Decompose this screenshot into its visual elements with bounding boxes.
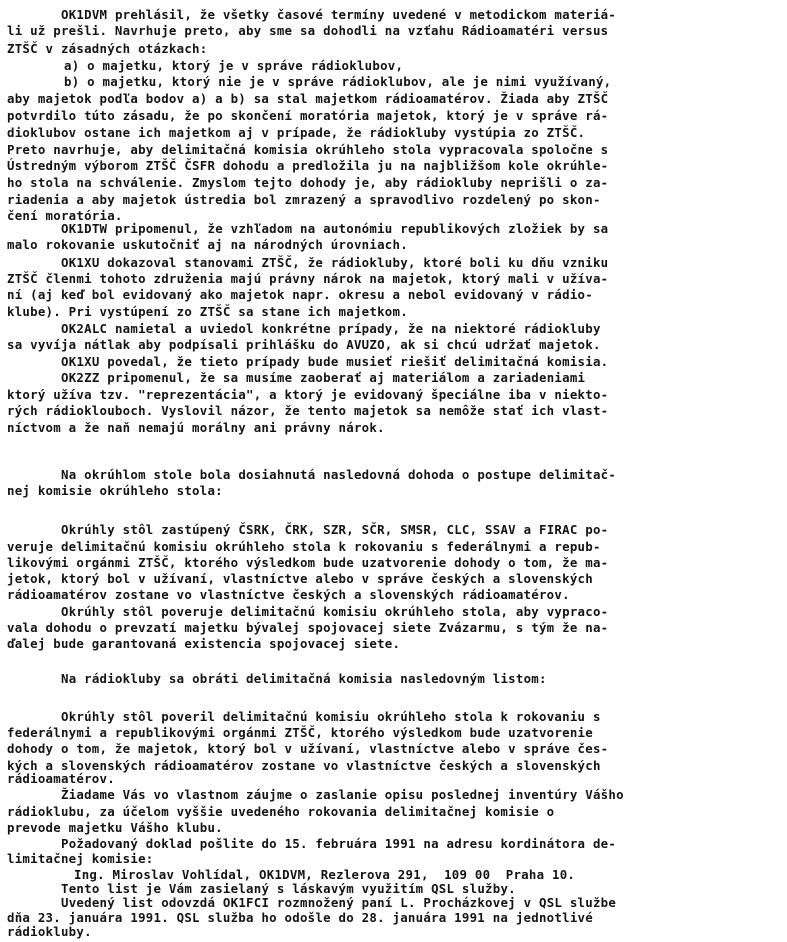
text-line: sa vyvíja nátlak aby podpísali prihlášku do AVUZO, ak si chcú udržať majetok. bbox=[7, 336, 601, 352]
text-line: klube). Pri vystúpení zo ZTŠČ sa stane ich majetkom. bbox=[7, 304, 408, 320]
text-line: OK1DTW pripomenul, že vzhľadom na autonómiu republikových zložiek by sa bbox=[61, 221, 609, 237]
text-line: federálnymi a republikovými orgánmi ZTŠČ, ktorého výsledkom bude uzatvorenie bbox=[7, 725, 593, 741]
text-line: níctvom a že naň nemajú morálny ani právny nárok. bbox=[7, 420, 385, 436]
text-line: OK2ZZ pripomenul, že sa musíme zaoberať aj materiálom a zariadeniami bbox=[61, 370, 586, 386]
text-line: kých a slovenských rádioamatérov zostane vo vlastníctve českých a slovenských bbox=[7, 757, 601, 773]
text-line: Uvedený list odovzdá OK1FCI rozmnožený paní L. Procházkovej v QSL službe bbox=[61, 895, 617, 911]
text-line: ktorý užíva tzv. "reprezentácia", a ktorý je evidovaný špeciálne iba v niekto- bbox=[7, 386, 609, 402]
text-line: Na okrúhlom stole bola dosiahnutá nasledovná dohoda o postupe delimitač- bbox=[61, 466, 617, 482]
text-line: veruje delimitačnú komisiu okrúhleho stola k rokovaniu s federálnymi a repub- bbox=[7, 538, 601, 554]
text-line: ZTŠČ v zásadných otázkach: bbox=[7, 40, 208, 56]
text-line: Ing. Miroslav Vohlídal, OK1DVM, Rezlerova 291, 109 00 Praha 10. bbox=[74, 866, 576, 882]
text-line: rádioklubu, za účelom vyššie uvedeného rokovania delimitačnej komisie o bbox=[7, 803, 555, 819]
text-line: potvrdilo túto zásadu, že po skončení moratória majetok, ktorý je v správe rá- bbox=[7, 108, 609, 124]
text-line: dohody o tom, že majetok, ktorý bol v užívaní, vlastníctve alebo v správe čes- bbox=[7, 741, 609, 757]
text-line: Na rádiokluby sa obráti delimitačná komisia nasledovným listom: bbox=[61, 670, 547, 686]
text-line: b) o majetku, ktorý nie je v správe rádioklubov, ale je nimi využívaný, bbox=[64, 73, 612, 89]
text-line: dňa 23. januára 1991. QSL služba ho odošle do 28. januára 1991 na jednotlivé bbox=[7, 909, 593, 925]
text-line: ZTŠČ členmi tohoto združenia majú právny nárok na majetok, ktorý mali v užíva- bbox=[7, 270, 609, 286]
text-line: dioklubov ostane ich majetkom aj v prípade, že rádiokluby vystúpia zo ZTŠČ. bbox=[7, 124, 586, 140]
text-line: aby majetok podľa bodov a) a b) sa stal majetkom rádioamatérov. Žiada aby ZTŠČ bbox=[7, 91, 609, 107]
text-line: Tento list je Vám zasielaný s láskavým využitím QSL služby. bbox=[61, 881, 516, 896]
text-line: Žiadame Vás vo vlastnom záujme o zaslanie opisu poslednej inventúry Vášho bbox=[61, 787, 624, 803]
text-line: ďalej bude garantovaná existencia spojovacej siete. bbox=[7, 636, 401, 652]
text-line: Okrúhly stôl zastúpený ČSRK, ČRK, SZR, SČR, SMSR, CLC, SSAV a FIRAC po- bbox=[61, 522, 609, 538]
text-line: čení moratória. bbox=[7, 207, 123, 223]
text-line: jetok, ktorý bol v užívaní, vlastníctve alebo v správe českých a slovenských bbox=[7, 571, 593, 587]
text-line: OK2ALC namietal a uviedol konkrétne prípady, že na niektoré rádiokluby bbox=[61, 320, 601, 336]
text-line: rádioamatérov. bbox=[7, 771, 115, 786]
text-line: Preto navrhuje, aby delimitačná komisia okrúhleho stola vypracovala spoločne s bbox=[7, 141, 609, 157]
text-line: rádiokluby. bbox=[7, 924, 92, 939]
text-line: Ústredným výborom ZTŠČ ČSFR dohodu a predložila ju na najbližšom kole okrúhle- bbox=[7, 158, 609, 174]
text-line: OK1XU povedal, že tieto prípady bude musieť riešiť delimitačná komisia. bbox=[61, 354, 609, 370]
text-line: vala dohodu o prevzatí majetku bývalej spojovacej siete Zvázarmu, s tým že na- bbox=[7, 619, 609, 635]
text-line: likovými orgánmi ZTŠČ, ktorého výsledkom bude uzatvorenie dohody o tom, že ma- bbox=[7, 554, 609, 570]
text-line: nej komisie okrúhleho stola: bbox=[7, 483, 223, 499]
text-line: rých rádioklouboch. Vyslovil názor, že tento majetok sa nemôže stať ich vlast- bbox=[7, 402, 609, 418]
text-line: OK1DVM prehlásil, že všetky časové termíny uvedené v metodickom materiá- bbox=[61, 7, 617, 22]
text-line: Okrúhly stôl poveril delimitačnú komisiu okrúhleho stola k rokovaniu s bbox=[61, 708, 601, 724]
text-line: rádioamatérov zostane vo vlastníctve českých a slovenských rádioamatérov. bbox=[7, 587, 570, 603]
text-line: li už prešli. Navrhuje preto, aby sme sa dohodli na vzťahu Rádioamatéri versus bbox=[7, 23, 609, 39]
text-line: ní (aj keď bol evidovaný ako majetok napr. okresu a nebol evidovaný v rádio- bbox=[7, 287, 593, 303]
text-line: a) o majetku, ktorý je v správe rádioklubov, bbox=[64, 57, 404, 73]
text-line: limitačnej komisie: bbox=[7, 851, 154, 867]
text-line: prevode majetku Vášho klubu. bbox=[7, 819, 223, 835]
text-line: malo rokovanie uskutočniť aj na národných úrovniach. bbox=[7, 237, 408, 253]
text-line: OK1XU dokazoval stanovami ZTŠČ, že rádiokluby, ktoré boli ku dňu vzniku bbox=[61, 254, 609, 270]
text-line: riadenia a aby majetok ústredia bol zmrazený a spravodlivo rozdelený po skon- bbox=[7, 191, 601, 207]
text-line: Okrúhly stôl poveruje delimitačnú komisiu okrúhleho stola, aby vypraco- bbox=[61, 603, 609, 619]
text-line: ho stola na schválenie. Zmyslom tejto dohody je, aby rádiokluby neprišli o za- bbox=[7, 175, 609, 191]
text-line: Požadovaný doklad pošlite do 15. februára 1991 na adresu kordinátora de- bbox=[61, 836, 617, 851]
